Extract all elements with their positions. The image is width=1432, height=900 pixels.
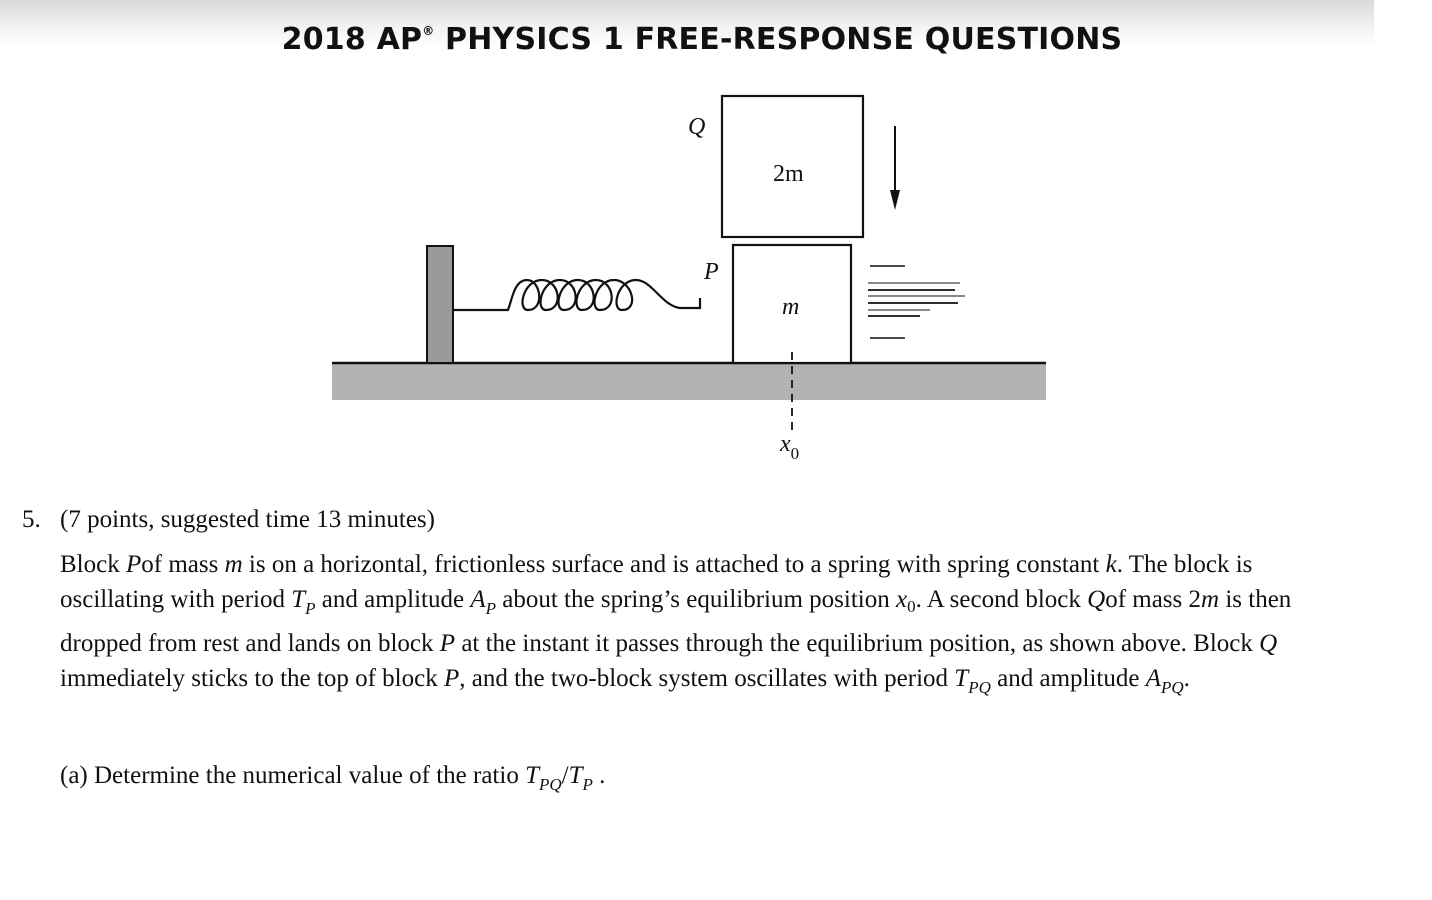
page-title: 2018 AP® PHYSICS 1 FREE-RESPONSE QUESTIONS [281,22,1123,57]
floor-surface [332,363,1046,400]
mass-label-p: m [782,294,800,320]
registered-mark: ® [422,24,435,38]
label-q: Q [688,114,706,140]
motion-lines [868,266,965,338]
question-5 [22,502,1362,802]
wall [427,246,453,363]
question-body: Block Pof mass m is on a horizontal, frictionless surface and is attached to a spring with spring constant k. The block is oscillating with period $T_P$ and amplitude $A_P$ about the spring’s equilibrium position $x_0$. A second block Qof mass 2m is then dropped from rest and lands on block P at the instant it passes through the equilibrium position, as shown above. Block Q immediately sticks to the top of block P, and the two-block system oscillates with period $T_{PQ}$ and amplitude $A_{PQ}$. [60,551,1292,697]
equilibrium-label: $x_0$ [780,431,800,463]
question-number: 5. [22,506,41,533]
drop-arrow-head [890,190,900,210]
question-part-a: (a) Determine the numerical value of the ratio $T_{PQ}/T_P$ . [60,762,606,794]
label-p: P [704,259,719,285]
spring [453,280,700,310]
question-meta: (7 points, suggested time 13 minutes) [60,506,435,533]
question-header [22,502,1362,537]
mass-label-q: 2m [773,161,804,187]
